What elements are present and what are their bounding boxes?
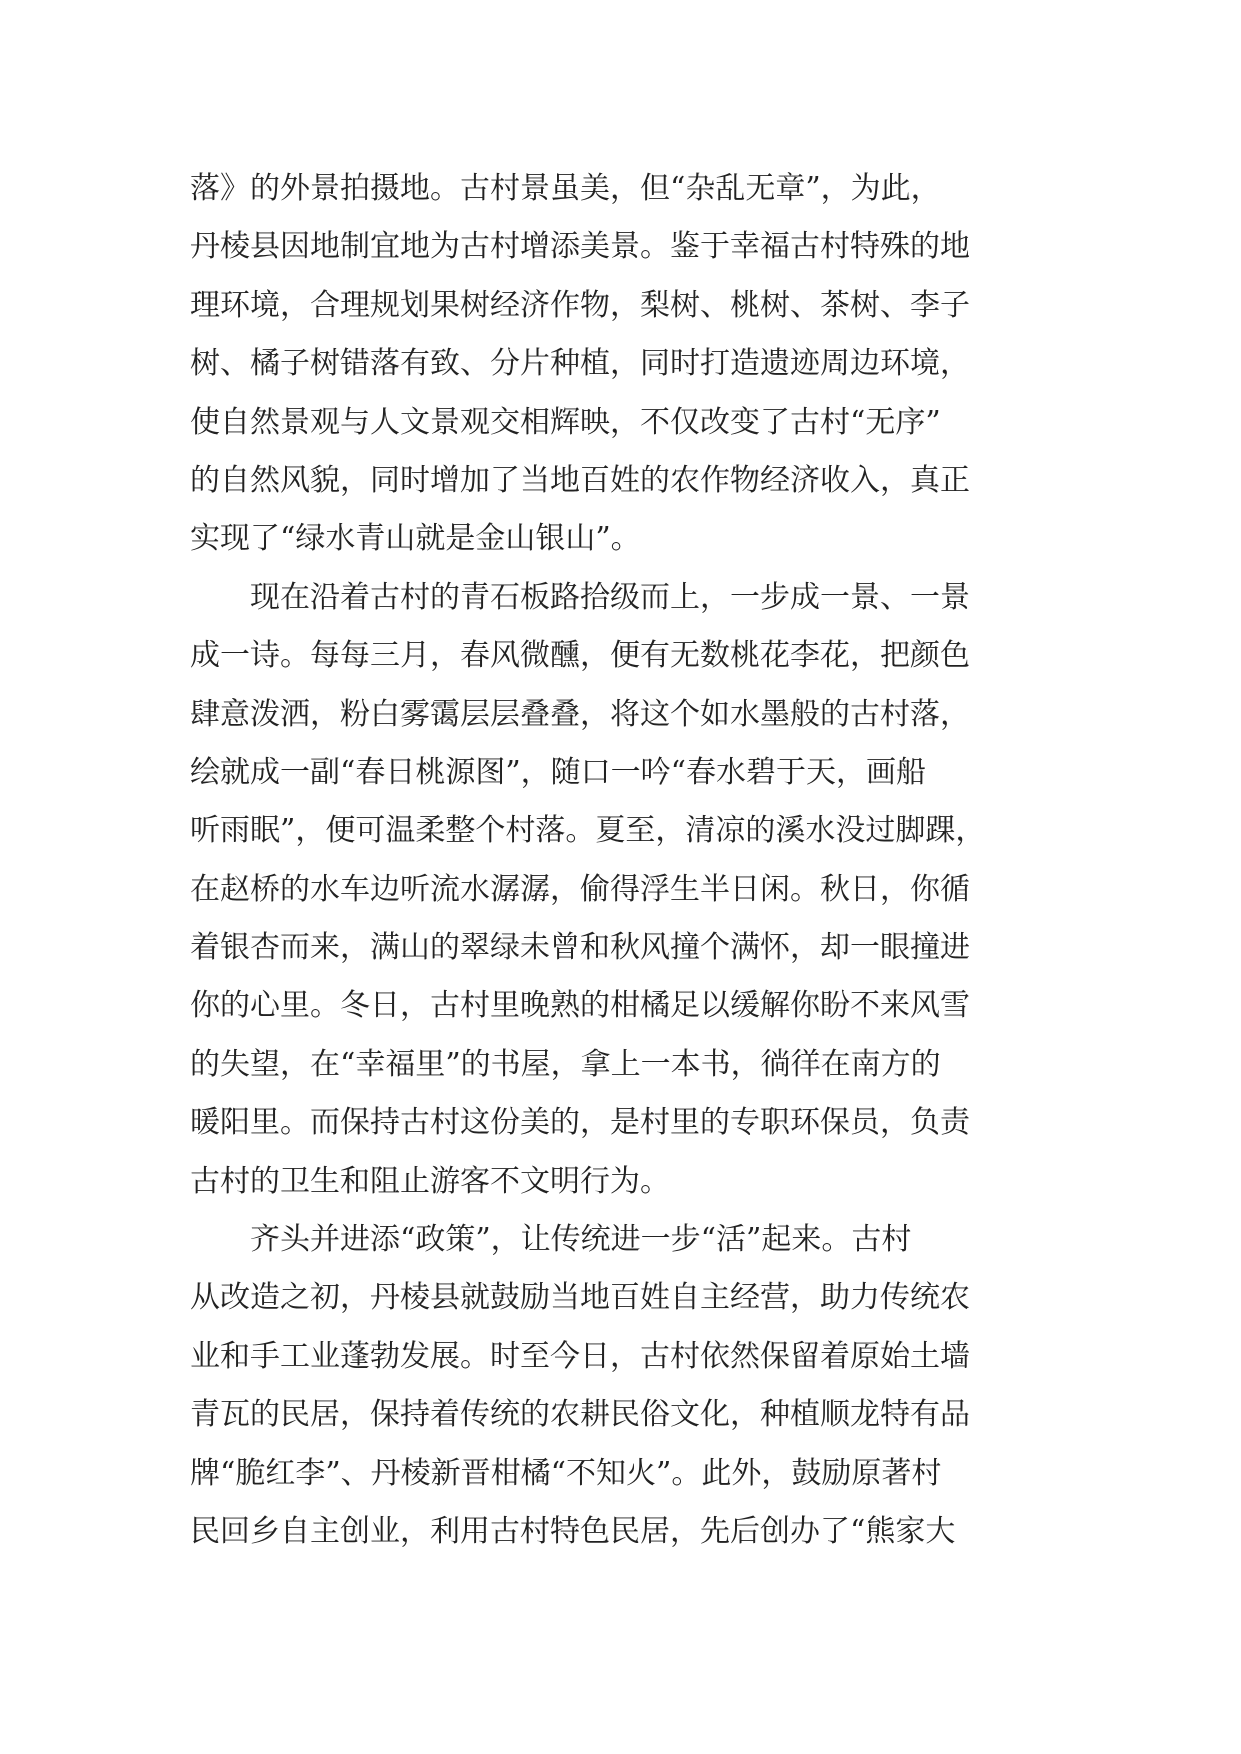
text-line: 落》的外景拍摄地。古村景虽美，但“杂乱无章”，为此， [190, 171, 941, 206]
text-line: 绘就成一副“春日桃源图”，随口一吟“春水碧于天，画船 [190, 754, 927, 790]
text-line: 业和手工业蓬勃发展。时至今日，古村依然保留着原始土墙 [190, 1338, 970, 1374]
text-line: 的自然风貌，同时增加了当地百姓的农作物经济收入，真正 [190, 462, 970, 498]
text-line: 的失望，在“幸福里”的书屋，拿上一本书，徜徉在南方的 [190, 1046, 941, 1082]
text-line: 青瓦的民居，保持着传统的农耕民俗文化，种植顺龙特有品 [190, 1397, 970, 1433]
text-line: 丹棱县因地制宜地为古村增添美景。鉴于幸福古村特殊的地 [190, 229, 970, 265]
text-line: 从改造之初，丹棱县就鼓励当地百姓自主经营，助力传统农 [190, 1280, 970, 1316]
text-line: 民回乡自主创业，利用古村特色民居，先后创办了“熊家大 [190, 1513, 956, 1549]
text-line: 在赵桥的水车边听流水潺潺，偷得浮生半日闲。秋日，你循 [190, 871, 970, 907]
text-line: 听雨眠”，便可温柔整个村落。夏至，清凉的溪水没过脚踝， [190, 813, 986, 849]
text-line: 牌“脆红李”、丹棱新晋柑橘“不知火”。此外，鼓励原著村 [190, 1455, 942, 1491]
body-text [190, 160, 1052, 1561]
text-line: 使自然景观与人文景观交相辉映，不仅改变了古村“无序” [190, 404, 941, 440]
text-line: 着银杏而来，满山的翠绿未曾和秋风撞个满怀，却一眼撞进 [190, 930, 970, 966]
text-line: 树、橘子树错落有致、分片种植，同时打造遗迹周边环境， [190, 346, 970, 382]
text-line: 齐头并进添“政策”，让传统进一步“活”起来。古村 [190, 1222, 912, 1258]
text-line: 暖阳里。而保持古村这份美的，是村里的专职环保员，负责 [190, 1105, 970, 1141]
text-line: 实现了“绿水青山就是金山银山”。 [190, 521, 641, 557]
text-line: 古村的卫生和阻止游客不文明行为。 [190, 1163, 670, 1199]
text-line: 成一诗。每每三月，春风微醺，便有无数桃花李花，把颜色 [190, 638, 970, 674]
text-line: 理环境，合理规划果树经济作物，梨树、桃树、茶树、李子 [190, 287, 970, 323]
text-line: 你的心里。冬日，古村里晚熟的柑橘足以缓解你盼不来风雪 [190, 988, 970, 1024]
text-line: 现在沿着古村的青石板路拾级而上，一步成一景、一景 [190, 579, 970, 615]
text-line: 肆意泼洒，粉白雾霭层层叠叠，将这个如水墨般的古村落， [190, 696, 970, 732]
